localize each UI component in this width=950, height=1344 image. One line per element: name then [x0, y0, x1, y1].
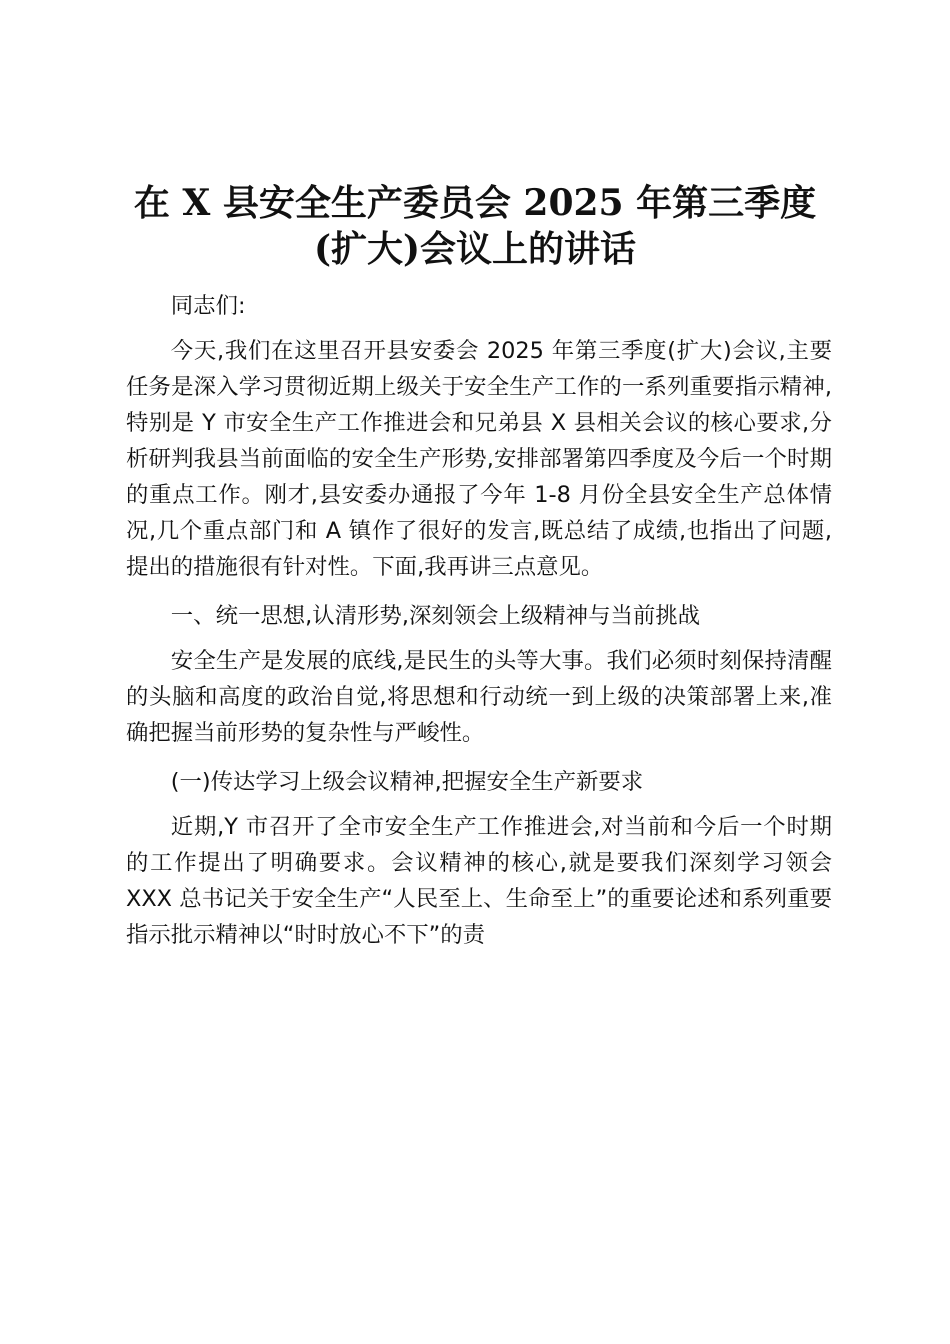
paragraph-section-1: 安全生产是发展的底线,是民生的头等大事。我们必须时刻保持清醒的头脑和高度的政治自觉,将思想和行动统一到上级的决策部署上来,准确把握当前形势的复杂性与严峻性。: [126, 648, 832, 746]
salutation: 同志们:: [170, 293, 246, 319]
paragraph-intro: 今天,我们在这里召开县安委会 2025 年第三季度(扩大)会议,主要任务是深入学习贯彻近期上级关于安全生产工作的一系列重要指示精神,特别是 Y 市安全生产工作推进会和兄弟县 X 县相关会议的核心要求,分析研判我县当前面临的安全生产形势,安排部署第四季度及今后一个时期的重点工作。刚才,县安委办通报了今年 1-8 月份全县安全生产总体情况,几个重点部门和 A 镇作了很好的发言,既总结了成绩,也指出了问题,提出的措施很有针对性。下面,我再讲三点意见。: [126, 338, 832, 580]
paragraph-subsection-1: 近期,Y 市召开了全市安全生产工作推进会,对当前和今后一个时期的工作提出了明确要求。会议精神的核心,就是要我们深刻学习领会 XXX 总书记关于安全生产“人民至上、生命至上”的重要论述和系列重要指示批示精神以“时时放心不下”的责: [126, 814, 832, 948]
document-body: [126, 288, 832, 966]
subsection-heading-1: (一)传达学习上级会议精神,把握安全生产新要求: [170, 769, 644, 795]
section-heading-1: 一、统一思想,认清形势,深刻领会上级精神与当前挑战: [170, 603, 701, 629]
document-title: 在 X 县安全生产委员会 2025 年第三季度(扩大)会议上的讲话: [133, 182, 817, 270]
